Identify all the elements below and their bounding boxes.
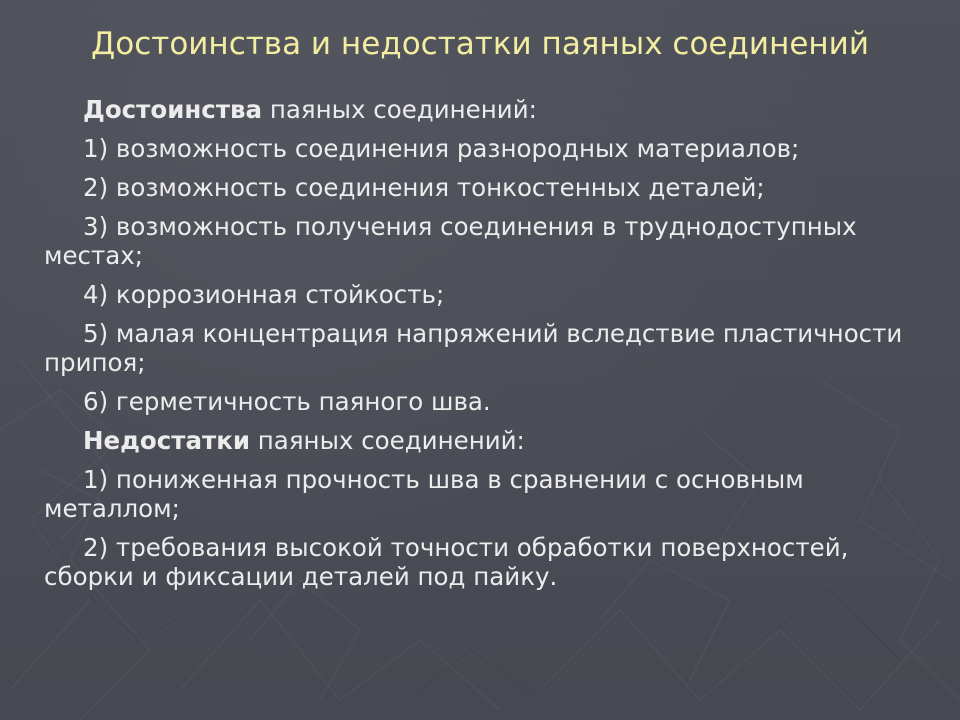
disadvantages-heading-bold: Недостатки (83, 426, 250, 455)
advantage-item: 2) возможность соединения тонкостенных деталей; (83, 173, 765, 202)
advantages-heading (44, 95, 944, 124)
advantage-item: 4) коррозионная стойкость; (83, 280, 445, 309)
advantages-heading-bold: Достоинства (83, 95, 263, 124)
slide-body (44, 95, 944, 591)
advantage-item: 3) возможность получения соединения в труднодоступных местах; (44, 212, 857, 270)
slide-title: Достоинства и недостатки паяных соединений (91, 26, 869, 62)
advantage-item: 1) возможность соединения разнородных материалов; (83, 134, 800, 163)
advantage-item: 5) малая концентрация напряжений вследствие пластичности припоя; (44, 319, 903, 377)
disadvantages-heading-rest: паяных соединений: (250, 426, 525, 455)
advantage-item: 6) герметичность паяного шва. (83, 387, 491, 416)
disadvantage-item: 1) пониженная прочность шва в сравнении с основным металлом; (44, 465, 804, 523)
disadvantage-item: 2) требования высокой точности обработки поверхностей, сборки и фиксации деталей под пайку. (44, 533, 849, 591)
advantages-heading-rest: паяных соединений: (262, 95, 537, 124)
disadvantages-heading (44, 426, 944, 455)
